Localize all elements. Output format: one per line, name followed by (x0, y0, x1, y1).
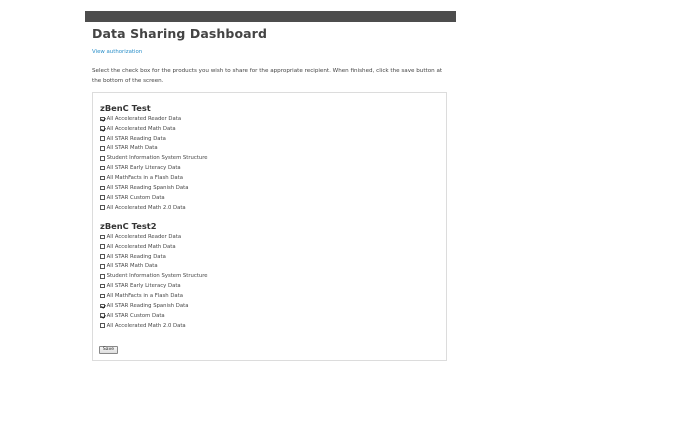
product-list (100, 114, 208, 212)
checkbox-checked[interactable] (100, 304, 105, 309)
sharing-panel (92, 92, 447, 361)
product-label: All Accelerated Math 2.0 Data (106, 322, 186, 329)
checkbox-unchecked[interactable] (100, 235, 105, 240)
checkbox-unchecked[interactable] (100, 156, 105, 161)
product-label: All Accelerated Math Data (106, 243, 176, 250)
checkbox-unchecked[interactable] (100, 195, 105, 200)
recipient-group (100, 102, 208, 212)
instructions-text: Select the check box for the products you wish to share for the appropriate recipient. When finished, click the save button at the bottom of the screen. (92, 68, 443, 84)
recipient-group (100, 220, 208, 330)
product-label: All Accelerated Math Data (106, 125, 176, 132)
checkbox-unchecked[interactable] (100, 254, 105, 259)
checkbox-unchecked[interactable] (100, 323, 105, 328)
save-button[interactable]: Save (99, 346, 118, 354)
product-checkbox-row[interactable] (100, 153, 208, 163)
product-checkbox-row[interactable] (100, 114, 208, 124)
recipient-title: zBenC Test (100, 103, 151, 113)
product-label: All STAR Early Literacy Data (106, 165, 181, 172)
product-checkbox-row[interactable] (100, 163, 208, 173)
product-checkbox-row[interactable] (100, 183, 208, 193)
product-label: All Accelerated Math 2.0 Data (106, 204, 186, 211)
product-label: All STAR Math Data (106, 263, 158, 270)
checkbox-checked[interactable] (100, 126, 105, 131)
product-label: All Accelerated Reader Data (106, 115, 182, 122)
product-label: Student Information System Structure (106, 273, 208, 280)
product-checkbox-row[interactable] (100, 252, 208, 262)
product-list (100, 232, 208, 330)
product-checkbox-row[interactable] (100, 134, 208, 144)
product-label: All STAR Reading Spanish Data (106, 184, 189, 191)
checkbox-unchecked[interactable] (100, 274, 105, 279)
product-checkbox-row[interactable] (100, 301, 208, 311)
product-label: All STAR Math Data (106, 145, 158, 152)
checkbox-unchecked[interactable] (100, 244, 105, 249)
recipient-title: zBenC Test2 (100, 221, 157, 231)
header-bar (85, 11, 456, 22)
product-checkbox-row[interactable] (100, 124, 208, 134)
product-checkbox-row[interactable] (100, 232, 208, 242)
product-label: All Accelerated Reader Data (106, 233, 182, 240)
product-checkbox-row[interactable] (100, 144, 208, 154)
product-checkbox-row[interactable] (100, 271, 208, 281)
checkbox-unchecked[interactable] (100, 166, 105, 171)
checkbox-unchecked[interactable] (100, 186, 105, 191)
checkbox-unchecked[interactable] (100, 205, 105, 210)
product-label: All STAR Custom Data (106, 312, 165, 319)
checkbox-unchecked[interactable] (100, 146, 105, 151)
product-label: All STAR Reading Spanish Data (106, 302, 189, 309)
product-label: All STAR Custom Data (106, 194, 165, 201)
product-checkbox-row[interactable] (100, 321, 208, 331)
product-label: All MathFacts in a Flash Data (106, 174, 183, 181)
product-checkbox-row[interactable] (100, 242, 208, 252)
view-authorization-link[interactable]: View authorization (92, 49, 143, 55)
checkbox-unchecked[interactable] (100, 176, 105, 181)
product-checkbox-row[interactable] (100, 291, 208, 301)
product-checkbox-row[interactable] (100, 281, 208, 291)
checkbox-unchecked[interactable] (100, 284, 105, 289)
product-checkbox-row[interactable] (100, 311, 208, 321)
product-label: Student Information System Structure (106, 155, 208, 162)
product-checkbox-row[interactable] (100, 203, 208, 213)
product-checkbox-row[interactable] (100, 173, 208, 183)
product-checkbox-row[interactable] (100, 193, 208, 203)
product-label: All STAR Reading Data (106, 253, 166, 260)
checkbox-checked[interactable] (100, 313, 105, 318)
checkbox-checked[interactable] (100, 117, 105, 122)
product-label: All STAR Reading Data (106, 135, 166, 142)
checkbox-unchecked[interactable] (100, 264, 105, 269)
product-label: All MathFacts in a Flash Data (106, 292, 183, 299)
checkbox-unchecked[interactable] (100, 294, 105, 299)
product-checkbox-row[interactable] (100, 262, 208, 272)
checkbox-unchecked[interactable] (100, 136, 105, 141)
product-label: All STAR Early Literacy Data (106, 283, 181, 290)
page-title: Data Sharing Dashboard (92, 26, 267, 41)
